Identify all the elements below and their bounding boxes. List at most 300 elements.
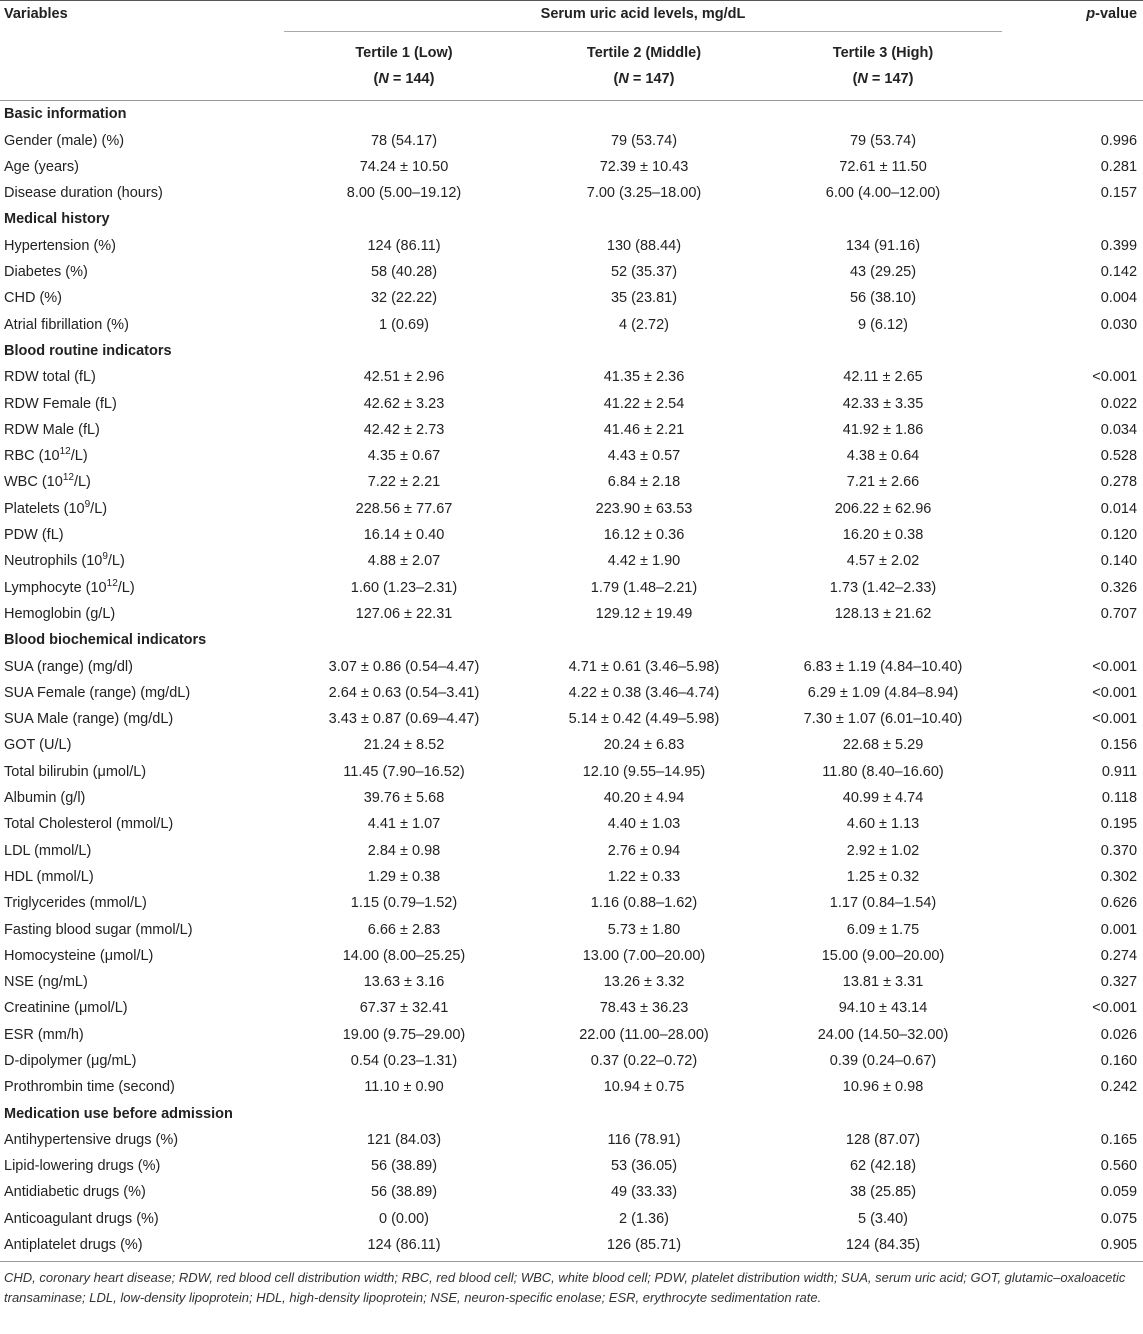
variable-label: Anticoagulant drugs (%) (4, 1210, 159, 1227)
unit-exponent: 9 (84, 498, 91, 510)
tertile-2-value: 1.79 (1.48–2.21) (590, 579, 698, 596)
pvalue-p: p (1086, 6, 1096, 22)
tertile-2-value: 7.00 (3.25–18.00) (586, 185, 702, 202)
tertile-3-value: 22.68 ± 5.29 (842, 737, 924, 754)
p-value: 0.120 (1100, 527, 1138, 544)
header-row-span (0, 1, 1143, 33)
variable-label: Albumin (g/l) (4, 790, 86, 807)
table-row (0, 417, 1143, 443)
tertile-2-value: 116 (78.91) (607, 1131, 681, 1148)
variable-label: RDW Female (fL) (4, 395, 117, 412)
variable-label: SUA Female (range) (mg/dL) (4, 684, 191, 701)
table-row (0, 995, 1143, 1021)
tertile-3-value: 11.80 (8.40–16.60) (822, 763, 944, 780)
tertile-3-value: 9 (6.12) (858, 316, 908, 333)
variable-name (0, 391, 284, 417)
table-row (0, 364, 1143, 390)
tertile-3-value: 7.30 ± 1.07 (6.01–10.40) (803, 711, 963, 728)
variable-name (0, 1022, 284, 1048)
variable-label: Neutrophils (10 (4, 553, 103, 570)
header-row-groups (0, 32, 1143, 92)
table-row (0, 601, 1143, 627)
tertile-1-value: 32 (22.22) (370, 290, 438, 307)
tertile-1-value: 124 (86.11) (367, 1237, 441, 1254)
tertile-3-value: 4.60 ± 1.13 (846, 816, 920, 833)
tertile-1-value: 8.00 (5.00–19.12) (346, 185, 462, 202)
tertile-2-value: 4.40 ± 1.03 (607, 816, 681, 833)
tertile-3-value: 42.11 ± 2.65 (843, 369, 923, 386)
tertile-3-value: 124 (84.35) (845, 1237, 921, 1254)
tertile-1-value: 4.35 ± 0.67 (367, 448, 441, 465)
tertile-1-value: 14.00 (8.00–25.25) (342, 947, 466, 964)
tertile-2-value: 4.22 ± 0.38 (3.46–4.74) (568, 684, 720, 701)
table-body (0, 101, 1143, 1259)
tertile-1-value: 3.43 ± 0.87 (0.69–4.47) (328, 711, 480, 728)
tertile-2-value: 4 (2.72) (619, 316, 669, 333)
section-title: Blood biochemical indicators (4, 632, 207, 649)
tertile-2-value: 78.43 ± 36.23 (599, 1000, 689, 1017)
p-value: 0.626 (1100, 895, 1138, 912)
variable-label: Total bilirubin (μmol/L) (4, 763, 147, 780)
tertile-2-value: 2 (1.36) (619, 1210, 669, 1227)
group-n-label-2: N (618, 71, 629, 88)
tertile-2-value: 13.00 (7.00–20.00) (582, 947, 706, 964)
p-value: 0.014 (1100, 500, 1138, 517)
tertile-3-value: 94.10 ± 43.14 (838, 1000, 928, 1017)
group-name-3: Tertile 3 (High) (832, 45, 934, 62)
tertile-3-value: 0.39 (0.24–0.67) (829, 1052, 937, 1069)
table-row (0, 1179, 1143, 1205)
tertile-2-value: 12.10 (9.55–14.95) (582, 763, 706, 780)
variable-label: Antihypertensive drugs (%) (4, 1131, 179, 1148)
tertile-1-value: 0.54 (0.23–1.31) (350, 1052, 458, 1069)
table-row (0, 811, 1143, 837)
variable-label: RBC (10 (4, 448, 60, 465)
p-value: 0.274 (1100, 947, 1138, 964)
section-title: Basic information (4, 106, 127, 123)
tertile-2-value: 4.43 ± 0.57 (607, 448, 681, 465)
variable-label: Hypertension (%) (4, 237, 117, 254)
p-value: 0.165 (1100, 1131, 1138, 1148)
p-value: 0.195 (1100, 816, 1138, 833)
p-value: 0.075 (1100, 1210, 1138, 1227)
variable-name (0, 838, 284, 864)
variable-name (0, 1048, 284, 1074)
tertile-1-value: 11.10 ± 0.90 (364, 1079, 444, 1096)
group-header-2 (524, 32, 764, 92)
tertile-3-value: 13.81 ± 3.31 (842, 974, 924, 991)
tertile-1-value: 39.76 ± 5.68 (363, 790, 445, 807)
tertile-1-value: 13.63 ± 3.16 (363, 974, 445, 991)
table-row (0, 154, 1143, 180)
variable-label: GOT (U/L) (4, 737, 72, 754)
variable-name (0, 785, 284, 811)
tertile-3-value: 79 (53.74) (849, 132, 917, 149)
variable-name (0, 969, 284, 995)
tertile-1-value: 42.51 ± 2.96 (363, 369, 445, 386)
tertile-2-value: 4.71 ± 0.61 (3.46–5.98) (568, 658, 720, 675)
table-row (0, 443, 1143, 469)
unit-suffix: /L) (90, 500, 108, 517)
variable-name (0, 312, 284, 338)
tertile-3-value: 24.00 (14.50–32.00) (817, 1026, 949, 1043)
variable-label: Triglycerides (mmol/L) (4, 895, 147, 912)
variable-label: Platelets (10 (4, 500, 85, 517)
table-row (0, 522, 1143, 548)
table-row (0, 680, 1143, 706)
tertile-3-value: 15.00 (9.00–20.00) (821, 947, 945, 964)
p-value: 0.004 (1100, 290, 1138, 307)
table-row (0, 312, 1143, 338)
tertile-1-value: 2.84 ± 0.98 (367, 842, 441, 859)
variable-label: Lymphocyte (10 (4, 579, 107, 596)
variable-name (0, 811, 284, 837)
tertile-2-value: 72.39 ± 10.43 (599, 158, 689, 175)
tertile-3-value: 128.13 ± 21.62 (834, 605, 932, 622)
section-row (0, 627, 1143, 653)
tertile-1-value: 0 (0.00) (379, 1210, 429, 1227)
tertile-2-value: 0.37 (0.22–0.72) (590, 1052, 698, 1069)
tertile-2-value: 79 (53.74) (610, 132, 678, 149)
tertile-3-value: 6.83 ± 1.19 (4.84–10.40) (803, 658, 963, 675)
tertile-1-value: 42.62 ± 3.23 (363, 395, 445, 412)
variables-header: Variables (4, 6, 68, 22)
group-n-label-3: N (857, 71, 868, 88)
tertile-2-value: 129.12 ± 19.49 (595, 605, 693, 622)
tertile-2-value: 22.00 (11.00–28.00) (579, 1026, 709, 1043)
p-value: 0.026 (1100, 1026, 1138, 1043)
unit-suffix: /L) (107, 553, 125, 570)
variable-label: Homocysteine (μmol/L) (4, 947, 154, 964)
tertile-3-value: 1.73 (1.42–2.33) (829, 579, 937, 596)
tertile-1-value: 6.66 ± 2.83 (367, 921, 441, 938)
p-value: 0.030 (1100, 316, 1138, 333)
tertile-3-value: 2.92 ± 1.02 (846, 842, 920, 859)
variable-label: Lipid-lowering drugs (%) (4, 1158, 161, 1175)
p-value: 0.911 (1101, 763, 1138, 780)
unit-exponent: 12 (62, 472, 74, 484)
variable-label: LDL (mmol/L) (4, 842, 92, 859)
p-value: 0.142 (1100, 264, 1138, 281)
p-value: 0.140 (1100, 553, 1138, 570)
section-title: Medical history (4, 211, 110, 228)
span-header: Serum uric acid levels, mg/dL (540, 6, 746, 22)
table-footnote: CHD, coronary heart disease; RDW, red blood cell distribution width; RBC, red blood cell; WBC, white blood cell; PDW, platelet distribution width; SUA, serum uric acid; GOT, glutamic–oxaloacetic transaminase; LDL, low-density lipoprotein; HDL, high-density lipoprotein; NSE, neuron-specific enolase; ESR, erythrocyte sedimentation rate. (4, 1270, 1126, 1306)
variable-name (0, 469, 284, 495)
variable-name (0, 1074, 284, 1100)
p-value: 0.001 (1100, 921, 1138, 938)
tertile-1-value: 56 (38.89) (370, 1158, 438, 1175)
p-value: 0.399 (1100, 237, 1138, 254)
table-row (0, 838, 1143, 864)
tertile-2-value: 52 (35.37) (610, 264, 678, 281)
pvalue-header (1002, 1, 1143, 33)
tertile-3-value: 1.17 (0.84–1.54) (829, 895, 937, 912)
table-row (0, 706, 1143, 732)
unit-exponent: 12 (59, 446, 71, 458)
table-row (0, 1127, 1143, 1153)
variable-label: Creatinine (μmol/L) (4, 1000, 128, 1017)
variable-label: ESR (mm/h) (4, 1026, 84, 1043)
variable-name (0, 180, 284, 206)
tertile-2-value: 130 (88.44) (606, 237, 682, 254)
variable-label: Atrial fibrillation (%) (4, 316, 129, 333)
variable-label: CHD (%) (4, 290, 62, 307)
tertile-3-value: 6.29 ± 1.09 (4.84–8.94) (807, 684, 959, 701)
tertile-2-value: 40.20 ± 4.94 (603, 790, 685, 807)
tertile-1-value: 16.14 ± 0.40 (363, 527, 445, 544)
variable-name (0, 548, 284, 574)
variable-name (0, 443, 284, 469)
tertile-2-value: 10.94 ± 0.75 (603, 1079, 685, 1096)
group-n-value-1: = 144 (388, 71, 430, 88)
p-value: 0.326 (1100, 579, 1138, 596)
table-row (0, 285, 1143, 311)
variable-name (0, 890, 284, 916)
tertile-3-value: 43 (29.25) (849, 264, 917, 281)
table-row (0, 548, 1143, 574)
tertile-1-value: 74.24 ± 10.50 (359, 158, 449, 175)
tertile-2-value: 1.16 (0.88–1.62) (590, 895, 698, 912)
variable-label: D-dipolymer (μg/mL) (4, 1052, 137, 1069)
table-row (0, 1232, 1143, 1258)
variable-label: Age (years) (4, 158, 79, 175)
group-name-1: Tertile 1 (Low) (355, 45, 453, 62)
tertile-1-value: 67.37 ± 32.41 (359, 1000, 449, 1017)
section-title: Blood routine indicators (4, 342, 172, 359)
variable-label: Gender (male) (%) (4, 132, 125, 149)
variable-name (0, 654, 284, 680)
tertile-1-value: 1.60 (1.23–2.31) (350, 579, 458, 596)
unit-suffix: /L) (117, 579, 135, 596)
p-value: 0.034 (1100, 421, 1138, 438)
p-value: 0.528 (1100, 448, 1138, 465)
table-row (0, 943, 1143, 969)
tertile-3-value: 5 (3.40) (858, 1210, 908, 1227)
tertile-3-value: 38 (25.85) (849, 1184, 917, 1201)
tertile-3-value: 206.22 ± 62.96 (834, 500, 932, 517)
tertile-3-value: 4.57 ± 2.02 (846, 553, 920, 570)
tertile-3-value: 40.99 ± 4.74 (842, 790, 924, 807)
tertile-2-value: 41.46 ± 2.21 (603, 421, 685, 438)
tertile-3-value: 7.21 ± 2.66 (846, 474, 920, 491)
tertile-1-value: 2.64 ± 0.63 (0.54–3.41) (328, 684, 480, 701)
group-name-2: Tertile 2 (Middle) (586, 45, 702, 62)
section-row (0, 206, 1143, 232)
tertile-2-value: 6.84 ± 2.18 (607, 474, 681, 491)
group-n-1: (N = 144) (373, 71, 435, 88)
p-value: <0.001 (1092, 658, 1138, 675)
tertile-1-value: 1.29 ± 0.38 (367, 868, 441, 885)
variable-name (0, 1153, 284, 1179)
unit-exponent: 12 (106, 577, 118, 589)
section-row (0, 101, 1143, 128)
p-value: 0.707 (1100, 605, 1138, 622)
variable-label: PDW (fL) (4, 527, 64, 544)
variable-name (0, 864, 284, 890)
table-row (0, 469, 1143, 495)
p-value: 0.118 (1101, 790, 1138, 807)
p-value: <0.001 (1092, 369, 1138, 386)
variable-name (0, 1232, 284, 1258)
variable-name (0, 417, 284, 443)
tertile-3-value: 6.09 ± 1.75 (846, 921, 920, 938)
variable-label: Antiplatelet drugs (%) (4, 1237, 143, 1254)
tertile-3-value: 134 (91.16) (845, 237, 921, 254)
variable-name (0, 522, 284, 548)
tertile-1-value: 11.45 (7.90–16.52) (343, 763, 465, 780)
table-row (0, 1206, 1143, 1232)
variable-label: SUA (range) (mg/dl) (4, 658, 133, 675)
tertile-2-value: 223.90 ± 63.53 (595, 500, 693, 517)
variable-name (0, 1206, 284, 1232)
table-row (0, 1074, 1143, 1100)
table-row (0, 180, 1143, 206)
p-value: 0.302 (1100, 868, 1138, 885)
tertile-2-value: 41.35 ± 2.36 (603, 369, 685, 386)
tertile-3-value: 6.00 (4.00–12.00) (825, 185, 941, 202)
tertile-2-value: 126 (85.71) (606, 1237, 682, 1254)
unit-suffix: /L) (73, 474, 91, 491)
variable-label: HDL (mmol/L) (4, 868, 94, 885)
unit-exponent: 9 (102, 551, 108, 563)
tertile-1-value: 1 (0.69) (379, 316, 429, 333)
header-rule-row (0, 92, 1143, 101)
tertile-3-value: 72.61 ± 11.50 (839, 158, 927, 175)
tertile-1-value: 56 (38.89) (370, 1184, 438, 1201)
variable-name (0, 917, 284, 943)
table-row (0, 391, 1143, 417)
variable-name (0, 706, 284, 732)
span-header-cell (284, 1, 1002, 33)
tertile-1-value: 42.42 ± 2.73 (363, 421, 445, 438)
p-value: 0.242 (1100, 1079, 1138, 1096)
tertile-3-value: 56 (38.10) (849, 290, 917, 307)
variable-label: RDW total (fL) (4, 369, 96, 386)
p-value: 0.278 (1100, 474, 1138, 491)
table-row (0, 917, 1143, 943)
variable-label: Disease duration (hours) (4, 185, 163, 202)
table-row (0, 128, 1143, 154)
group-n-2: (N = 147) (613, 71, 675, 88)
variable-label: RDW Male (fL) (4, 421, 100, 438)
table-row (0, 969, 1143, 995)
tertile-2-value: 53 (36.05) (610, 1158, 678, 1175)
tertile-1-value: 21.24 ± 8.52 (363, 737, 445, 754)
p-value: 0.157 (1100, 185, 1138, 202)
tertile-2-value: 16.12 ± 0.36 (603, 527, 685, 544)
tertile-2-value: 41.22 ± 2.54 (603, 395, 685, 412)
variable-name (0, 995, 284, 1021)
tertile-3-value: 4.38 ± 0.64 (846, 448, 920, 465)
tertile-1-value: 121 (84.03) (366, 1131, 442, 1148)
variable-label: SUA Male (range) (mg/dL) (4, 711, 174, 728)
variable-name (0, 496, 284, 522)
variable-label: Hemoglobin (g/L) (4, 605, 116, 622)
p-value: 0.281 (1100, 158, 1138, 175)
unit-suffix: /L) (70, 448, 88, 465)
section-title: Medication use before admission (4, 1105, 233, 1122)
p-value: 0.905 (1100, 1237, 1138, 1254)
tertile-1-value: 7.22 ± 2.21 (367, 474, 441, 491)
p-value: 0.996 (1100, 132, 1138, 149)
variable-name (0, 759, 284, 785)
tertile-2-value: 13.26 ± 3.32 (603, 974, 685, 991)
variable-label: Fasting blood sugar (mmol/L) (4, 921, 193, 938)
group-n-3: (N = 147) (852, 71, 914, 88)
variable-label: Diabetes (%) (4, 264, 88, 281)
tertile-3-value: 128 (87.07) (845, 1131, 921, 1148)
pvalue-rest: -value (1095, 6, 1138, 22)
table-row (0, 890, 1143, 916)
p-value: 0.160 (1100, 1052, 1138, 1069)
variable-name (0, 732, 284, 758)
section-row (0, 1101, 1143, 1127)
table-row (0, 759, 1143, 785)
variable-label: Prothrombin time (second) (4, 1079, 175, 1096)
tertile-1-value: 19.00 (9.75–29.00) (342, 1026, 466, 1043)
variable-name (0, 154, 284, 180)
table-row (0, 1048, 1143, 1074)
table-row (0, 233, 1143, 259)
tertile-2-value: 5.73 ± 1.80 (607, 921, 681, 938)
table-row (0, 654, 1143, 680)
variable-name (0, 943, 284, 969)
p-value: <0.001 (1092, 1000, 1138, 1017)
tertile-1-value: 124 (86.11) (367, 237, 441, 254)
tertile-1-value: 78 (54.17) (370, 132, 438, 149)
tertile-2-value: 4.42 ± 1.90 (607, 553, 681, 570)
table-row (0, 864, 1143, 890)
tertile-2-value: 35 (23.81) (610, 290, 678, 307)
tertile-1-value: 4.41 ± 1.07 (367, 816, 441, 833)
variable-name (0, 233, 284, 259)
variable-label: NSE (ng/mL) (4, 974, 88, 991)
variable-name (0, 128, 284, 154)
tertile-2-value: 2.76 ± 0.94 (607, 842, 681, 859)
tertile-2-value: 49 (33.33) (610, 1184, 678, 1201)
variable-name (0, 575, 284, 601)
p-value: 0.059 (1100, 1184, 1138, 1201)
tertile-1-value: 127.06 ± 22.31 (355, 605, 453, 622)
variable-name (0, 259, 284, 285)
table-row (0, 259, 1143, 285)
table-row (0, 732, 1143, 758)
variable-name (0, 1127, 284, 1153)
group-n-value-3: = 147 (867, 71, 909, 88)
variable-label: Antidiabetic drugs (%) (4, 1184, 146, 1201)
p-value: <0.001 (1092, 711, 1138, 728)
tertile-3-value: 42.33 ± 3.35 (842, 395, 924, 412)
tertile-2-value: 1.22 ± 0.33 (607, 868, 681, 885)
table-row (0, 496, 1143, 522)
variable-label: Total Cholesterol (mmol/L) (4, 816, 174, 833)
variable-name (0, 285, 284, 311)
tertile-3-value: 16.20 ± 0.38 (842, 527, 924, 544)
tertile-1-value: 3.07 ± 0.86 (0.54–4.47) (328, 658, 480, 675)
variable-name (0, 680, 284, 706)
group-n-label-1: N (378, 71, 389, 88)
p-value: <0.001 (1092, 684, 1138, 701)
table-row (0, 575, 1143, 601)
variable-name (0, 1179, 284, 1205)
group-header-1 (284, 32, 524, 92)
tertile-2-value: 20.24 ± 6.83 (603, 737, 685, 754)
p-value: 0.022 (1100, 395, 1138, 412)
tertile-3-value: 41.92 ± 1.86 (842, 421, 924, 438)
p-value: 0.560 (1100, 1158, 1138, 1175)
variable-name (0, 601, 284, 627)
